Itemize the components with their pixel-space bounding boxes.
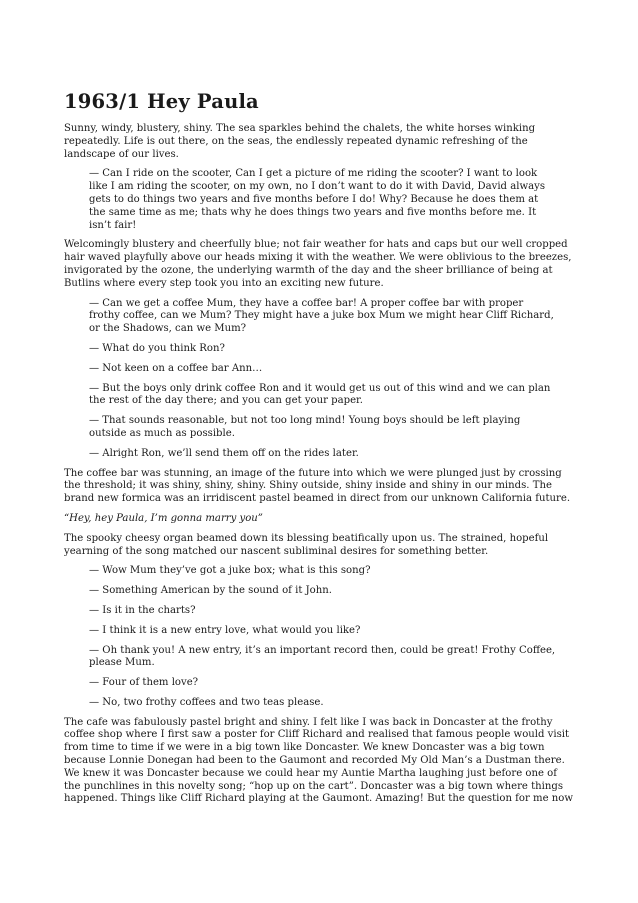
body-paragraph: The cafe was fabulously pastel bright and shiny. I felt like I was back in Doncaster at the frothy coffee shop where I first saw a poster for Cliff Richard and realised that famous people would visit from time to time if we were in a big town like Doncaster. We knew Doncaster was a big town because Lonnie Donegan had been to the Gaumont and recorded My Old Man’s a Dustman there. We knew it was Doncaster because we could hear my Auntie Martha laughing just before one of the punchlines in this novelty song; “hop up on the cart”. Doncaster was a big town where things happened. Things like Cliff Richard playing at the Gaumont. Amazing! But the question for me now (64, 716, 573, 805)
body-paragraph: The coffee bar was stunning, an image of the future into which we were plunged just by crossing the threshold; it was shiny, shiny, shiny. Shiny outside, shiny inside and shiny in our minds. The brand new formica was an irridiscent pastel beamed in direct from our unknown California future. (64, 467, 571, 505)
dialogue-line: — That sounds reasonable, but not too long mind! Young boys should be left playing outside as much as possible. (89, 415, 521, 439)
dialogue-line: — What do you think Ron? (89, 342, 225, 354)
body-paragraph: The spooky cheesy organ beamed down its blessing beatifically upon us. The strained, hopeful yearning of the song matched our nascent subliminal desires for something better. (64, 532, 549, 557)
dialogue-line: — Four of them love? (89, 677, 199, 689)
body-paragraph: Welcomingly blustery and cheerfully blue; not fair weather for hats and caps but our well cropped hair waved playfully above our heads mixing it with the weather. We were oblivious to the breezes, invigorated by the ozone, the underlying warmth of the day and the sheer brilliance of being at Butlins where every step took you into an exciting new future. (64, 239, 572, 289)
document-body (64, 123, 574, 806)
dialogue-line: — But the boys only drink coffee Ron and it would get us out of this wind and we can plan the rest of the day there; and you can get your paper. (89, 382, 551, 407)
dialogue-line: — Something American by the sound of it John. (89, 585, 332, 597)
dialogue-line: — Not keen on a coffee bar Ann… (89, 362, 263, 374)
dialogue-line: — Is it in the charts? (89, 604, 196, 616)
song-lyric: “Hey, hey Paula, I’m gonna marry you” (64, 512, 263, 524)
dialogue-line: — No, two frothy coffees and two teas please. (89, 696, 324, 708)
document-page (64, 90, 574, 813)
dialogue-line: — Can I ride on the scooter, Can I get a picture of me riding the scooter? I want to look like I am riding the scooter, on my own, no I don’t want to do it with David, David always gets to do things two years and five months before I do! Why? Because he does them at the same time as me; thats why he does things two years and five months before me. It isn’t fair! (89, 168, 546, 231)
body-paragraph: Sunny, windy, blustery, shiny. The sea sparkles behind the chalets, the white horses winking repeatedly. Life is out there, on the seas, the endlessly repeated dynamic refreshing of the landscape of our lives. (64, 123, 536, 160)
dialogue-line: — Wow Mum they’ve got a juke box; what is this song? (89, 565, 371, 577)
dialogue-line: — Can we get a coffee Mum, they have a coffee bar! A proper coffee bar with proper frothy coffee, can we Mum? They might have a juke box Mum we might hear Cliff Richard, or the Shadows, can we Mum? (89, 297, 554, 335)
dialogue-line: — Oh thank you! A new entry, it’s an important record then, could be great! Frothy Coffee, please Mum. (89, 644, 556, 669)
dialogue-line: — Alright Ron, we’ll send them off on the rides later. (89, 447, 359, 459)
dialogue-line: — I think it is a new entry love, what would you like? (89, 624, 361, 636)
page-title: 1963/1 Hey Paula (64, 90, 259, 113)
